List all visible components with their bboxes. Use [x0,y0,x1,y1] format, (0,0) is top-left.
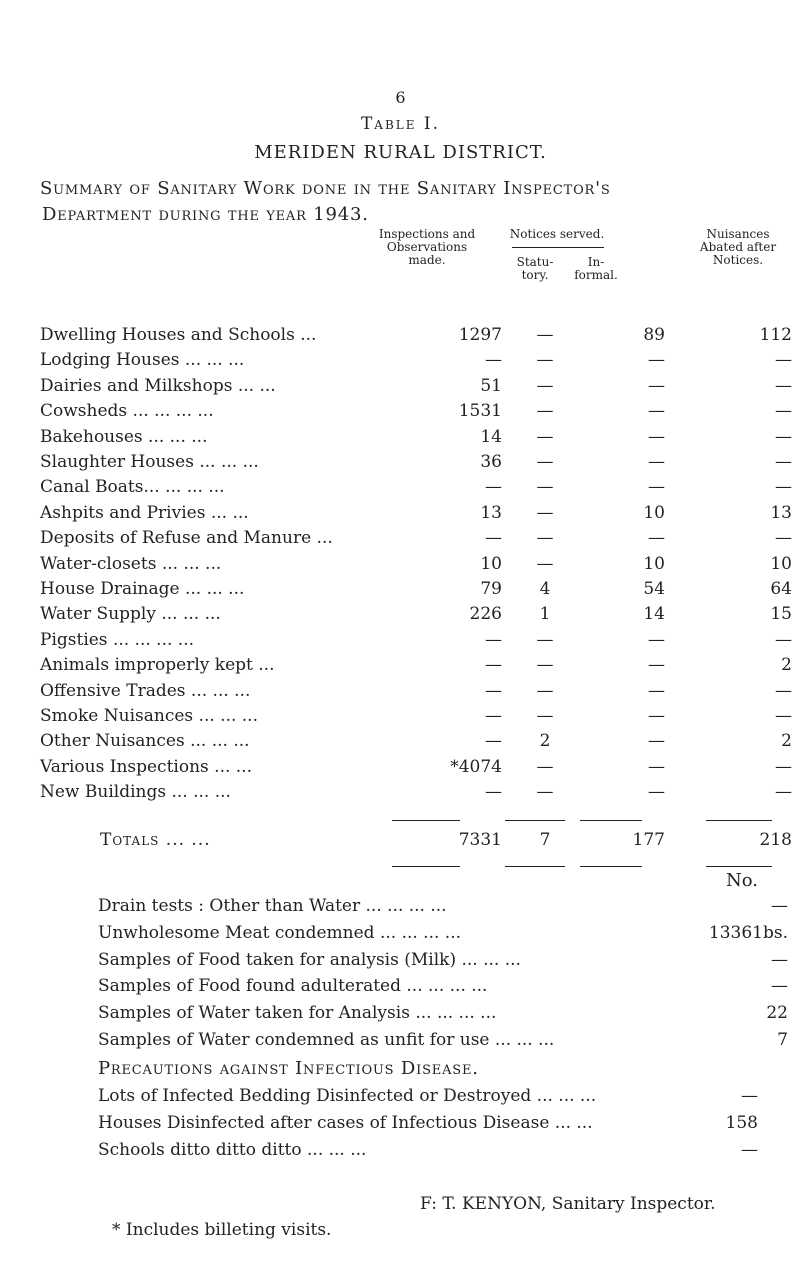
cell-abated: 112 [759,325,792,345]
cell-abated: — [775,706,792,726]
cell-abated: — [775,426,792,447]
row-label: Smoke Nuisances ... ... ... [40,706,258,726]
cell-statutory: 4 [539,579,551,599]
cell-statutory: — [536,782,554,803]
table-row [40,375,792,402]
row-label: Water-closets ... ... ... [40,553,222,574]
cell-statutory: — [536,325,554,345]
cell-informal: — [648,680,665,701]
cell-abated: 15 [770,604,792,625]
table-row [40,325,792,351]
cell-abated: 2 [781,655,792,676]
list-item [98,1030,788,1050]
cell-statutory: — [536,375,554,396]
row-label: Offensive Trades ... ... ... [40,680,251,701]
district-title: MERIDEN RURAL DISTRICT. [254,142,547,163]
table-label: Table I. [360,114,441,134]
cell-inspections: — [485,629,502,650]
rule-statutory-top [505,820,565,821]
item-label: Samples of Water taken for Analysis ... ... ... ... [98,1003,497,1024]
totals-abated: 218 [759,830,792,850]
cell-informal: — [648,528,665,549]
row-label: Canal Boats... ... ... ... [40,477,225,498]
rule-informal-top [580,820,642,821]
precaution-value: 158 [725,1113,758,1133]
cell-statutory: — [536,401,554,422]
cell-abated: — [775,452,792,472]
cell-abated: — [775,756,792,777]
row-label: Various Inspections ... ... [40,756,252,777]
item-label: Drain tests : Other than Water ... ... ... ... [98,896,447,916]
precautions-heading: Precautions against Infectious Disease. [98,1058,479,1079]
totals-inspections: 7331 [458,830,502,850]
cell-statutory: — [536,553,554,574]
precaution-item [98,1140,758,1160]
cell-abated: — [775,375,792,396]
table-row [40,528,792,554]
table-row [40,553,792,580]
col-header-informal: In- formal. [574,255,618,282]
totals-statutory: 7 [539,830,551,850]
row-label: Other Nuisances ... ... ... [40,731,250,752]
cell-statutory: — [536,756,554,777]
cell-statutory: — [536,706,554,726]
precaution-item [98,1113,758,1133]
cell-informal: — [648,375,665,396]
signature: F: T. KENYON, Sanitary Inspector. [420,1194,716,1214]
cell-inspections: — [485,731,502,752]
cell-informal: — [648,629,665,650]
cell-abated: 10 [770,553,792,574]
cell-inspections: 226 [469,604,502,625]
table-row [40,477,792,503]
table-row [40,452,792,478]
rule-informal-bottom [580,866,642,867]
cell-informal: 14 [643,604,665,625]
cell-inspections: 14 [480,426,502,447]
cell-informal: 10 [643,553,665,574]
cell-abated: 64 [770,579,792,599]
table-row [40,604,792,630]
cell-inspections: 79 [480,579,502,599]
cell-informal: — [648,477,665,498]
rule-inspections-top [392,820,460,821]
precaution-label: Houses Disinfected after cases of Infectious Disease ... ... [98,1113,593,1133]
row-label: Slaughter Houses ... ... ... [40,452,259,472]
item-label: Samples of Food found adulterated ... ... ... ... [98,976,488,997]
row-label: Deposits of Refuse and Manure ... [40,528,333,549]
row-label: Ashpits and Privies ... ... [40,502,249,523]
cell-inspections: — [485,680,502,701]
footnote: * Includes billeting visits. [112,1220,332,1240]
row-label: House Drainage ... ... ... [40,579,245,599]
totals-label: Totals ... ... [100,830,211,850]
table-row [40,629,792,656]
cell-statutory: — [536,528,554,549]
list-item [98,923,788,943]
heading-line-1: Summary of Sanitary Work done in the Sanitary Inspector's [40,178,611,199]
cell-informal: 89 [643,325,665,345]
cell-abated: — [775,401,792,422]
col-header-inspections: Inspections and Observations made. [378,227,476,267]
no-label: No. [726,870,758,891]
col-header-nuisances: Nuisances Abated after Notices. [699,227,777,267]
cell-abated: — [775,528,792,549]
totals-informal: 177 [632,830,665,850]
cell-informal: 54 [643,579,665,599]
row-label: New Buildings ... ... ... [40,782,231,803]
cell-inspections: 1297 [458,325,502,345]
cell-abated: 13 [770,502,792,523]
rule-statutory-bottom [505,866,565,867]
list-item [98,976,788,996]
table-row [40,731,792,757]
cell-statutory: — [536,426,554,447]
cell-inspections: 10 [480,553,502,574]
precaution-item [98,1086,758,1106]
table-row [40,706,792,732]
cell-statutory: — [536,452,554,472]
table-row [40,502,792,529]
cell-inspections: — [485,528,502,549]
item-value: 13361bs. [708,922,788,943]
table-row [40,350,792,376]
table-row [40,655,792,681]
cell-informal: — [648,452,665,472]
cell-statutory: — [536,502,554,523]
cell-informal: — [648,706,665,726]
table-row [40,782,792,808]
cell-statutory: — [536,680,554,701]
cell-inspections: 13 [480,502,502,523]
cell-inspections: 36 [480,452,502,472]
page-number: 6 [395,88,406,107]
row-label: Animals improperly kept ... [40,655,275,676]
heading-line-2: Department during the year 1943. [42,204,369,225]
row-label: Dairies and Milkshops ... ... [40,375,276,396]
cell-statutory: 1 [539,604,551,625]
cell-abated: — [775,350,792,371]
rule-abated-bottom [706,866,772,867]
cell-inspections: *4074 [450,756,502,777]
cell-informal: — [648,756,665,777]
item-value: — [771,949,788,970]
cell-statutory: — [536,629,554,650]
row-label: Pigsties ... ... ... ... [40,629,194,650]
cell-statutory: — [536,655,554,676]
item-label: Samples of Water condemned as unfit for use ... ... ... [98,1030,555,1050]
item-value: 7 [777,1030,788,1050]
cell-inspections: — [485,477,502,498]
col-header-notices: Notices served. [509,227,605,241]
row-label: Bakehouses ... ... ... [40,426,208,447]
item-label: Unwholesome Meat condemned ... ... ... ... [98,922,462,943]
precaution-value: — [741,1086,758,1106]
list-item [98,896,788,916]
cell-inspections: — [485,655,502,676]
row-label: Dwelling Houses and Schools ... [40,325,317,345]
cell-inspections: 51 [480,375,502,396]
cell-informal: — [648,426,665,447]
col-header-statutory: Statu- tory. [516,255,554,282]
cell-statutory: — [536,350,554,371]
row-label: Water Supply ... ... ... [40,604,221,625]
rule-abated-top [706,820,772,821]
cell-informal: — [648,731,665,752]
item-value: 22 [766,1003,788,1024]
rule-inspections-bottom [392,866,460,867]
cell-abated: — [775,680,792,701]
precaution-label: Schools ditto ditto ditto ... ... ... [98,1140,367,1160]
cell-statutory: — [536,477,554,498]
cell-informal: — [648,350,665,371]
row-label: Cowsheds ... ... ... ... [40,401,214,422]
notices-brace [512,247,604,248]
precaution-value: — [741,1140,758,1160]
cell-statutory: 2 [539,731,551,752]
list-item [98,950,788,970]
cell-inspections: 1531 [458,401,502,422]
table-row [40,426,792,453]
cell-inspections: — [485,706,502,726]
totals-row [40,830,792,856]
table-row [40,401,792,427]
cell-abated: — [775,629,792,650]
cell-informal: — [648,782,665,803]
item-label: Samples of Food taken for analysis (Milk) ... ... ... [98,949,521,970]
cell-informal: 10 [643,502,665,523]
list-item [98,1003,788,1023]
item-value: — [771,896,788,916]
cell-abated: 2 [781,731,792,752]
cell-abated: — [775,782,792,803]
cell-abated: — [775,477,792,498]
table-row [40,756,792,783]
cell-informal: — [648,655,665,676]
cell-informal: — [648,401,665,422]
table-row [40,680,792,707]
item-value: — [771,976,788,997]
row-label: Lodging Houses ... ... ... [40,350,245,371]
cell-inspections: — [485,782,502,803]
cell-inspections: — [485,350,502,371]
precaution-label: Lots of Infected Bedding Disinfected or Destroyed ... ... ... [98,1086,597,1106]
table-row [40,579,792,605]
